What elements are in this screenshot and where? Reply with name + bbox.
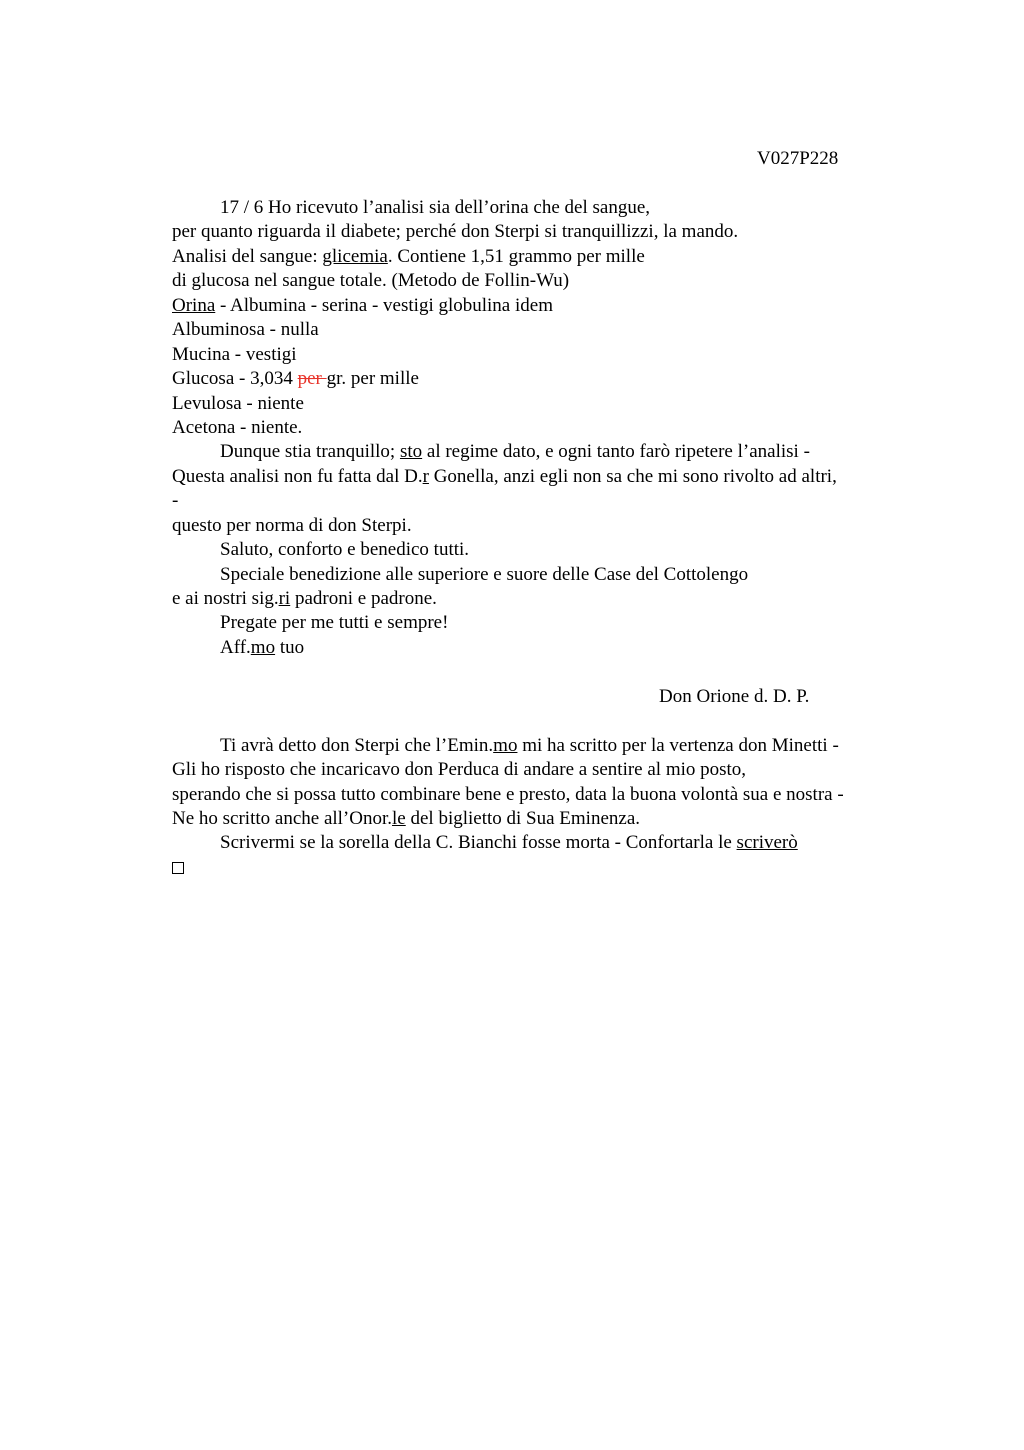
text-line xyxy=(172,367,912,391)
text-run: Acetona - niente. xyxy=(172,416,303,438)
text-line xyxy=(172,318,912,342)
text-line xyxy=(172,269,912,293)
text-line xyxy=(172,563,912,587)
text-run: Glucosa - 3,034 xyxy=(172,368,298,390)
end-box-icon xyxy=(172,862,184,874)
text-run: e ai nostri sig. xyxy=(172,588,279,609)
text-line xyxy=(172,392,912,416)
text-line xyxy=(172,343,912,367)
text-line xyxy=(172,220,912,244)
text-line xyxy=(172,856,912,880)
text-line xyxy=(172,783,912,807)
text-run: Questa analisi non fu fatta dal D. xyxy=(172,465,423,487)
text-run: tuo xyxy=(275,636,305,658)
text-line xyxy=(172,611,912,635)
underlined-word: le xyxy=(392,807,406,829)
text-line xyxy=(172,514,912,538)
text-line xyxy=(172,465,912,489)
struck-word: per xyxy=(297,368,327,390)
text-run: Ti avrà detto don Sterpi che l’Emin. xyxy=(220,734,494,756)
text-line xyxy=(172,538,912,562)
text-line xyxy=(172,831,912,855)
underlined-word: r xyxy=(422,465,429,487)
underlined-word: sto xyxy=(399,441,423,463)
text-run: questo per norma di don Sterpi. xyxy=(172,514,412,536)
text-run: . Contiene 1,51 grammo per mille xyxy=(387,245,645,267)
text-run: sperando che si possa tutto combinare bene e presto, data la buona volontà sua e nostra - xyxy=(172,783,844,805)
text-run: 17 / 6 Ho ricevuto l’analisi sia dell’orina che del sangue, xyxy=(220,197,651,218)
text-line xyxy=(172,245,912,269)
text-run: Saluto, conforto e benedico tutti. xyxy=(220,539,470,561)
text-line xyxy=(172,734,912,758)
document-reference: V027P228 xyxy=(757,148,839,169)
letter-body xyxy=(172,196,912,880)
underlined-word: mo xyxy=(493,734,518,756)
text-run: di glucosa nel sangue totale. (Metodo de Follin-Wu) xyxy=(172,270,570,292)
text-run: Gonella, anzi egli non sa che mi sono rivolto ad altri, xyxy=(428,465,837,487)
text-run: Mucina - vestigi xyxy=(172,343,297,365)
text-run: del biglietto di Sua Eminenza. xyxy=(405,807,641,829)
text-line xyxy=(172,758,912,782)
underlined-word: Orina xyxy=(172,294,216,316)
text-line xyxy=(172,294,912,318)
text-run: al regime dato, e ogni tanto farò ripetere l’analisi - xyxy=(422,441,810,463)
text-run: Pregate per me tutti e sempre! xyxy=(220,612,449,634)
text-run: - Albumina - serina - vestigi globulina idem xyxy=(215,294,553,316)
text-run: per quanto riguarda il diabete; perché don Sterpi si tranquillizzi, la mando. xyxy=(172,221,739,243)
text-run: gr. per mille xyxy=(326,368,419,390)
text-line xyxy=(172,636,912,660)
text-run: mi ha scritto per la vertenza don Minetti - xyxy=(517,734,839,756)
text-run: - xyxy=(172,490,179,512)
underlined-word: ri xyxy=(278,588,291,609)
underlined-word: mo xyxy=(250,636,276,658)
text-line xyxy=(172,587,912,611)
text-line xyxy=(172,807,912,831)
text-run: Albuminosa - nulla xyxy=(172,319,319,341)
text-run: Ne ho scritto anche all’Onor. xyxy=(172,807,393,829)
underlined-word: glicemia xyxy=(322,245,388,267)
text-run: Analisi del sangue: xyxy=(172,245,323,267)
text-run: Aff. xyxy=(220,636,251,658)
text-run: Gli ho risposto che incaricavo don Perduca di andare a sentire al mio posto, xyxy=(172,759,747,781)
text-line xyxy=(172,440,912,464)
text-run: Dunque stia tranquillo; xyxy=(220,441,400,463)
text-line xyxy=(172,196,912,220)
underlined-word: scriverò xyxy=(736,832,798,854)
text-line xyxy=(172,489,912,513)
signature: Don Orione d. D. P. xyxy=(659,685,810,707)
text-line xyxy=(172,416,912,440)
text-run: Scrivermi se la sorella della C. Bianchi fosse morta - Confortarla le xyxy=(220,832,737,854)
text-run: Speciale benedizione alle superiore e suore delle Case del Cottolengo xyxy=(220,563,749,585)
text-run: Levulosa - niente xyxy=(172,392,304,414)
text-run: padroni e padrone. xyxy=(290,588,437,609)
